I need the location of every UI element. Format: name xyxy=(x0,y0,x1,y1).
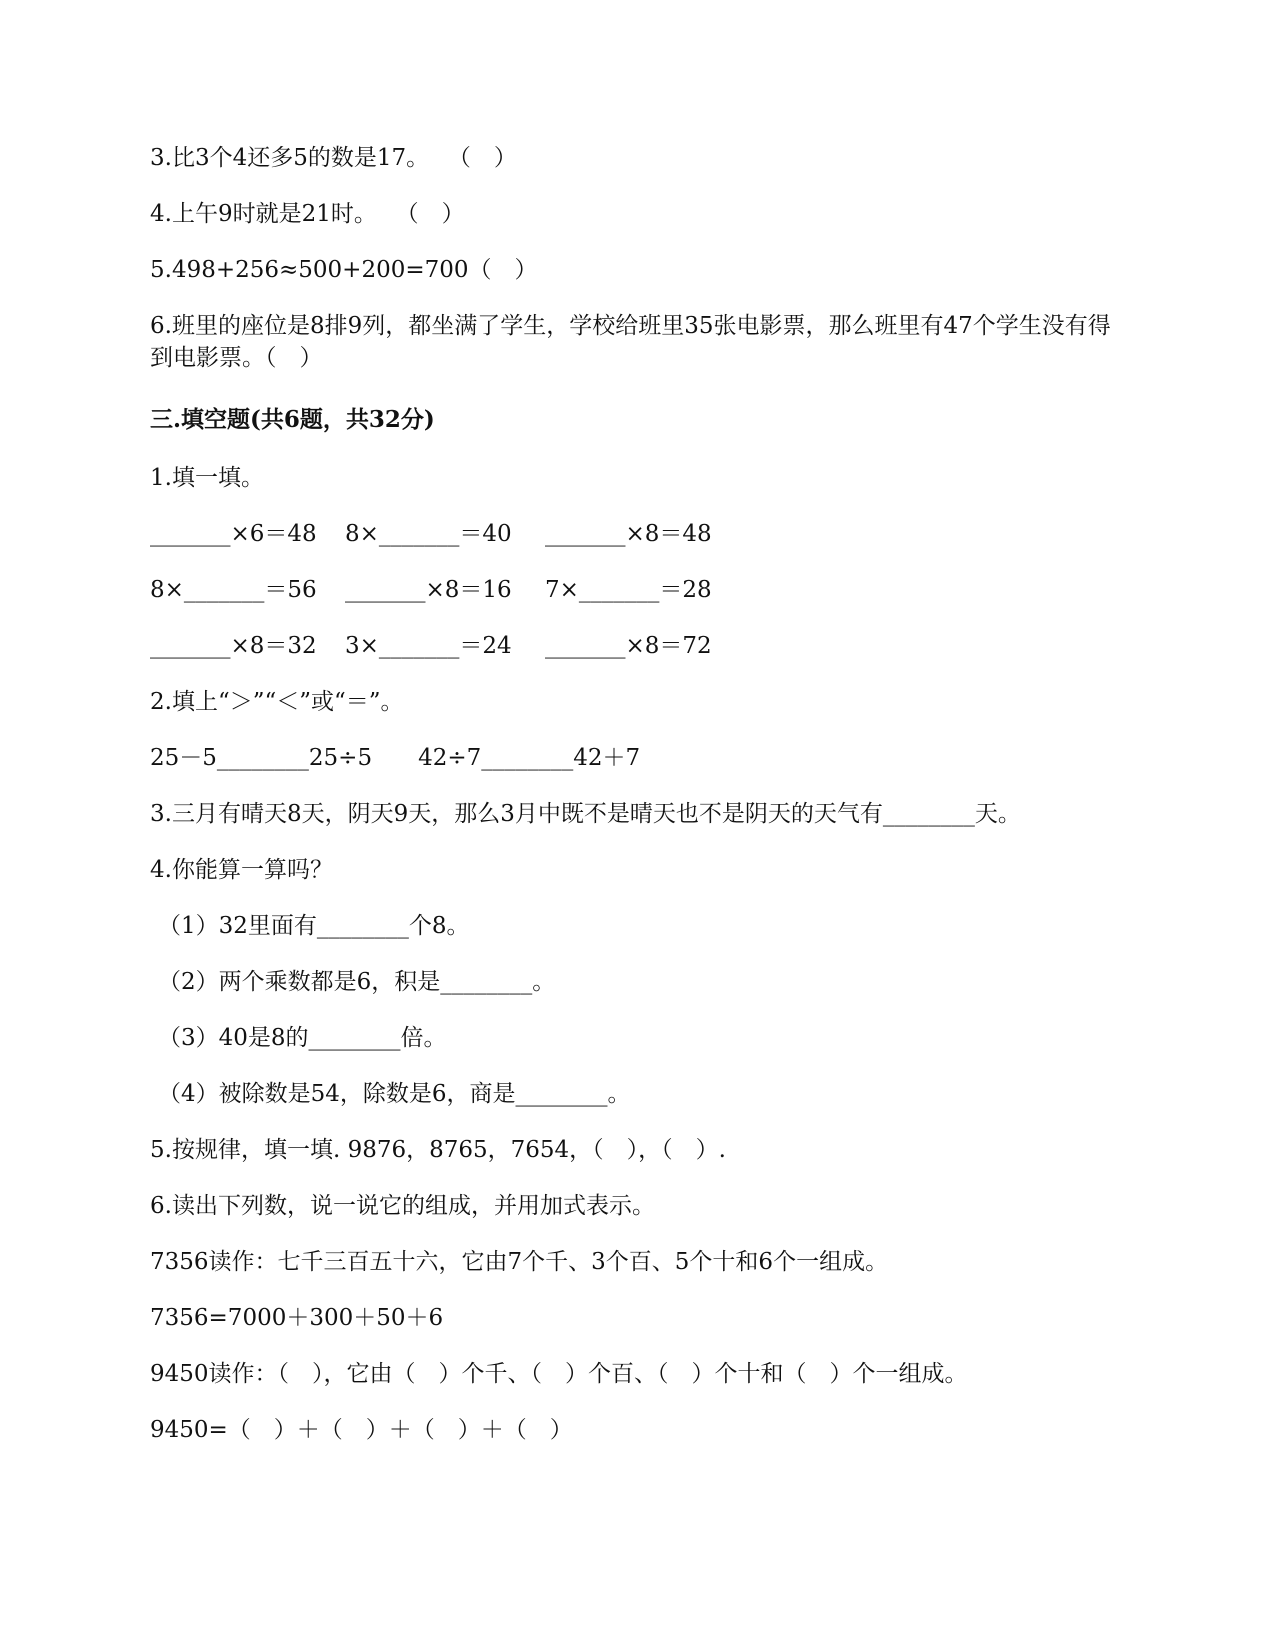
fill-question-4-item-2: （2）两个乘数都是6，积是________。 xyxy=(158,969,556,995)
fill-question-4-item-3: （3）40是8的________倍。 xyxy=(158,1025,447,1051)
fill-question-3: 3.三月有晴天8天，阴天9天，那么3月中既不是晴天也不是阴天的天气有________天。 xyxy=(150,801,1021,827)
fill-cell: _______×6＝48 xyxy=(150,521,317,547)
judge-question-5: 5.498+256≈500+200=700（ ） xyxy=(150,257,538,283)
fill-cell: 8×_______＝56 xyxy=(150,577,317,603)
fill-cell: _______×8＝48 xyxy=(545,521,712,547)
fill-question-1-title: 1.填一填。 xyxy=(150,465,264,491)
example-read: 7356读作：七千三百五十六，它由7个千、3个百、5个十和6个一组成。 xyxy=(150,1249,889,1275)
judge-question-4: 4.上午9时就是21时。 （ ） xyxy=(150,201,465,227)
fill-question-2-title: 2.填上“＞”“＜”或“＝”。 xyxy=(150,689,404,715)
example-sum: 7356=7000＋300＋50＋6 xyxy=(150,1305,444,1331)
fill-cell: _______×8＝32 xyxy=(150,633,317,659)
fill-question-2-line: 25－5________25÷5 42÷7________42＋7 xyxy=(150,745,641,771)
fill-question-5: 5.按规律，填一填. 9876，8765，7654，（ ），（ ）. xyxy=(150,1137,726,1163)
fill-question-4-item-4: （4）被除数是54，除数是6，商是________。 xyxy=(158,1081,631,1107)
fill-question-4-title: 4.你能算一算吗？ xyxy=(150,857,333,883)
fill-question-6-title: 6.读出下列数，说一说它的组成，并用加式表示。 xyxy=(150,1193,655,1219)
fill-cell: 3×_______＝24 xyxy=(345,633,512,659)
fill-cell: 8×_______＝40 xyxy=(345,521,512,547)
task-read: 9450读作：（ ），它由（ ）个千、（ ）个百、（ ）个十和（ ）个一组成。 xyxy=(150,1361,968,1387)
task-sum: 9450=（ ）＋（ ）＋（ ）＋（ ） xyxy=(150,1417,573,1443)
fill-cell: _______×8＝72 xyxy=(545,633,712,659)
judge-question-3: 3.比3个4还多5的数是17。 （ ） xyxy=(150,145,517,171)
fill-cell: _______×8＝16 xyxy=(345,577,512,603)
judge-question-6: 6.班里的座位是8排9列，都坐满了学生，学校给班里35张电影票，那么班里有47个学生没有得到电影票。（ ） xyxy=(150,313,1111,371)
section-heading: 三.填空题(共6题，共32分) xyxy=(150,406,435,433)
fill-cell: 7×_______＝28 xyxy=(545,577,712,603)
fill-question-4-item-1: （1）32里面有________个8。 xyxy=(158,913,470,939)
